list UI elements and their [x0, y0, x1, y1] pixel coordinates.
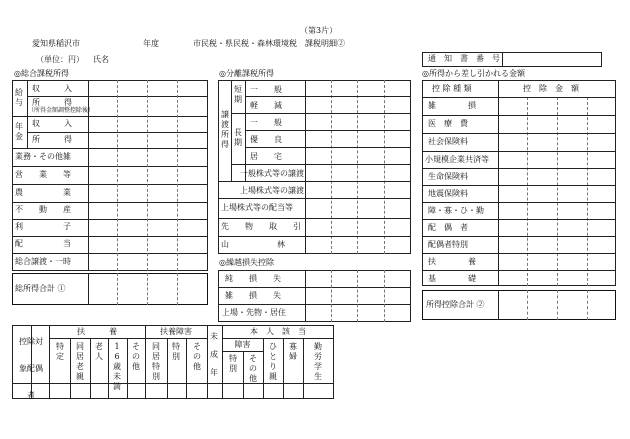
- total-deduction-label: 所得控除合計 ②: [426, 300, 485, 309]
- section-carryover-title: ◎繰越損失控除: [219, 258, 274, 267]
- dep-cohabit-elderly-label: 同居老親: [76, 342, 84, 381]
- deduction-basic: 基 礎: [428, 274, 476, 283]
- name-label: 氏名: [93, 55, 109, 64]
- salary-label: 給与: [15, 88, 23, 107]
- income-row-sales: 営 業 等: [15, 170, 71, 179]
- deduction-earthquake: 地震保険料: [428, 189, 468, 198]
- deduction-type-header: 控 除 種 類: [432, 84, 472, 93]
- dep-elderly-label: 老人: [95, 342, 103, 361]
- income-row-agriculture: 農 業: [15, 188, 71, 197]
- listed-futures-residence-label: 上場・先物・居住: [222, 308, 286, 317]
- deduction-life-insurance: 生命保険料: [428, 172, 468, 181]
- section-deductions-title: ◎所得から差し引かれる金額: [422, 69, 525, 78]
- forestry-label: 山 林: [221, 240, 285, 249]
- long-excellent-label: 優 良: [250, 135, 282, 144]
- long-general-label: 一 般: [250, 118, 282, 127]
- fiscal-year-label: 年度: [143, 39, 159, 48]
- long-residence-label: 居 宅: [250, 152, 282, 161]
- deduction-social-insurance: 社会保険料: [428, 137, 468, 146]
- working-student-label: 勤労学生: [314, 342, 322, 381]
- deduction-medical: 医 療 費: [428, 119, 468, 128]
- dis-cohabit-special-label: 同居特別: [152, 342, 160, 381]
- sheet-number: （第3片）: [300, 26, 338, 35]
- short-reduced-label: 軽 減: [250, 101, 282, 110]
- listed-stock-transfer-label: 上場株式等の譲渡: [240, 186, 304, 195]
- dep-under16-label: 16歳未満: [113, 342, 121, 391]
- net-loss-label: 純 損 失: [225, 274, 281, 283]
- salary-shotoku-label: 所 得: [32, 98, 72, 107]
- deduction-small-business: 小規模企業共済等: [425, 155, 489, 164]
- deduction-dependent: 扶 養: [428, 257, 476, 266]
- self-other-label: その他: [249, 354, 257, 383]
- total-income-label: 総所得合計 ①: [15, 284, 66, 293]
- futures-label: 先 物 取 引: [221, 222, 301, 231]
- income-row-transfer: 総合譲渡・一時: [15, 257, 71, 266]
- section-separate-income-title: ◎分離課税所得: [219, 69, 274, 78]
- dis-other-label: その他: [193, 342, 201, 371]
- self-special-label: 特別: [229, 354, 237, 373]
- section-general-income-title: ◎総合課税所得: [14, 69, 69, 78]
- city-name: 愛知県稲沢市: [32, 39, 80, 48]
- income-row-real-estate: 不 動 産: [15, 205, 71, 214]
- deduction-disability: 障・寡・ひ・勤: [428, 206, 484, 215]
- form-title: 市民税・県民税・森林環境税 課税明細②: [193, 39, 345, 48]
- casualty-loss-label: 雑 損 失: [225, 291, 281, 300]
- single-parent-label: ひとり親: [269, 342, 277, 381]
- dependent-disability-header: 扶養障害: [160, 327, 192, 336]
- salary-adjust-note: （所得金額調整控除後）: [28, 107, 95, 114]
- deduction-amount-header: 控 除 金 額: [523, 84, 579, 93]
- pension-shotoku-label: 所 得: [32, 135, 72, 144]
- pension-label: 年金: [15, 122, 23, 141]
- deduction-spouse: 配 偶 者: [428, 223, 468, 232]
- short-general-label: 一 般: [250, 85, 282, 94]
- short-term-label: 短期: [234, 85, 242, 104]
- dep-specific-label: 特定: [56, 342, 64, 361]
- income-row-interest: 利 子: [15, 222, 71, 231]
- dep-other-label: その他: [132, 342, 140, 371]
- dis-special-label: 特別: [172, 342, 180, 361]
- widow-label: 寡婦: [289, 342, 297, 361]
- pension-income-label: 収 入: [32, 119, 72, 128]
- deduction-spouse-special: 配偶者特別: [428, 240, 468, 249]
- deduction-casualty: 雑 損: [428, 101, 476, 110]
- minor-label: 未成年: [210, 332, 218, 377]
- income-row-dividend: 配 当: [15, 239, 71, 248]
- notice-number-label: 通 知 書 番 号: [428, 54, 500, 63]
- dependent-header: 扶 養: [77, 327, 117, 336]
- listed-stock-dividend-label: 上場株式等の配当等: [221, 203, 293, 212]
- long-term-label: 長期: [234, 128, 242, 147]
- salary-income-label: 収 入: [32, 84, 72, 93]
- income-row-business: 業務・その他雑: [15, 152, 71, 161]
- self-disability-header: 障害: [234, 340, 251, 349]
- self-status-header: 本 人 該 当: [250, 327, 306, 336]
- unit-label: （単位：円）: [36, 55, 84, 64]
- general-stock-transfer-label: 一般株式等の譲渡: [240, 169, 304, 178]
- transfer-income-label: 譲渡所得: [221, 110, 229, 149]
- spouse-deduction-label: 控除対象配偶者: [19, 337, 43, 400]
